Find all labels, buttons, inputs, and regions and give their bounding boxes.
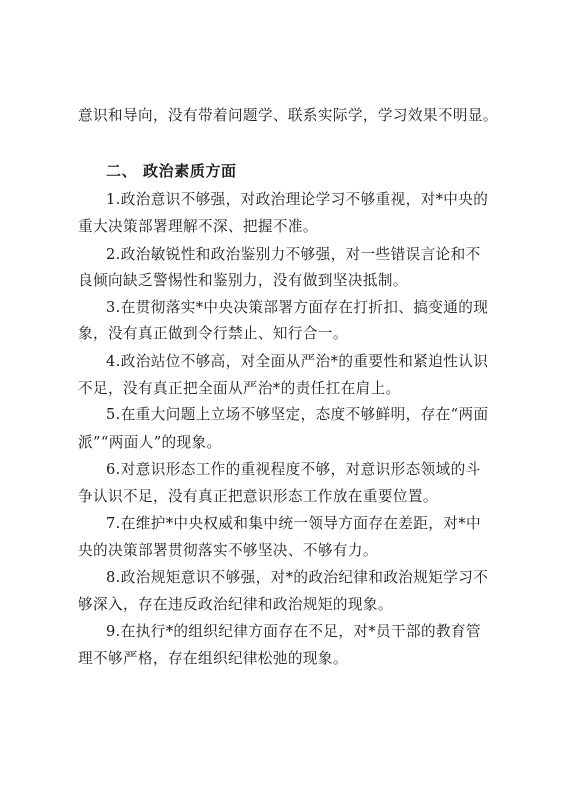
item-8-line-1: 8.政治规矩意识不够强，对*的政治纪律和政治规矩学习不 — [106, 569, 489, 586]
item-7-line-2: 央的决策部署贯彻落实不够坚决、不够有力。 — [78, 542, 378, 559]
item-4-line-2: 不足，没有真正把全面从严治*的责任扛在肩上。 — [78, 380, 401, 397]
item-1-line-1: 1.政治意识不够强，对政治理论学习不够重视，对*中央的 — [106, 191, 489, 208]
item-1-line-2: 重大决策部署理解不深、把握不准。 — [78, 218, 318, 235]
item-3-line-2: 象，没有真正做到令行禁止、知行合一。 — [78, 325, 348, 342]
item-6-line-2: 争认识不足，没有真正把意识形态工作放在重要位置。 — [78, 488, 438, 505]
item-8-line-2: 够深入，存在违反政治纪律和政治规矩的现象。 — [78, 596, 393, 613]
item-3-line-1: 3.在贯彻落实*中央决策部署方面存在打折扣、搞变通的现 — [106, 299, 489, 316]
item-7-line-1: 7.在维护*中央权威和集中统一领导方面存在差距，对*中 — [106, 515, 481, 532]
item-9-line-1: 9.在执行*的组织纪律方面存在不足，对*员干部的教育管 — [106, 623, 481, 640]
item-4-line-1: 4.政治站位不够高，对全面从严治*的重要性和紧迫性认识 — [106, 353, 489, 370]
item-2-line-1: 2.政治敏锐性和政治鉴别力不够强，对一些错误言论和不 — [106, 246, 481, 263]
item-9-line-2: 理不够严格，存在组织纪律松弛的现象。 — [78, 650, 348, 667]
item-5-line-2: 派”“两面人”的现象。 — [78, 434, 222, 451]
continuation-text: 意识和导向，没有带着问题学、联系实际学，学习效果不明显。 — [78, 107, 498, 124]
section-heading: 二、 政治素质方面 — [106, 162, 237, 180]
item-2-line-2: 良倾向缺乏警惕性和鉴别力，没有做到坚决抵制。 — [78, 272, 408, 289]
item-5-line-1: 5.在重大问题上立场不够坚定，态度不够鲜明，存在“两面 — [106, 406, 489, 423]
item-6-line-1: 6.对意识形态工作的重视程度不够，对意识形态领域的斗 — [106, 461, 481, 478]
